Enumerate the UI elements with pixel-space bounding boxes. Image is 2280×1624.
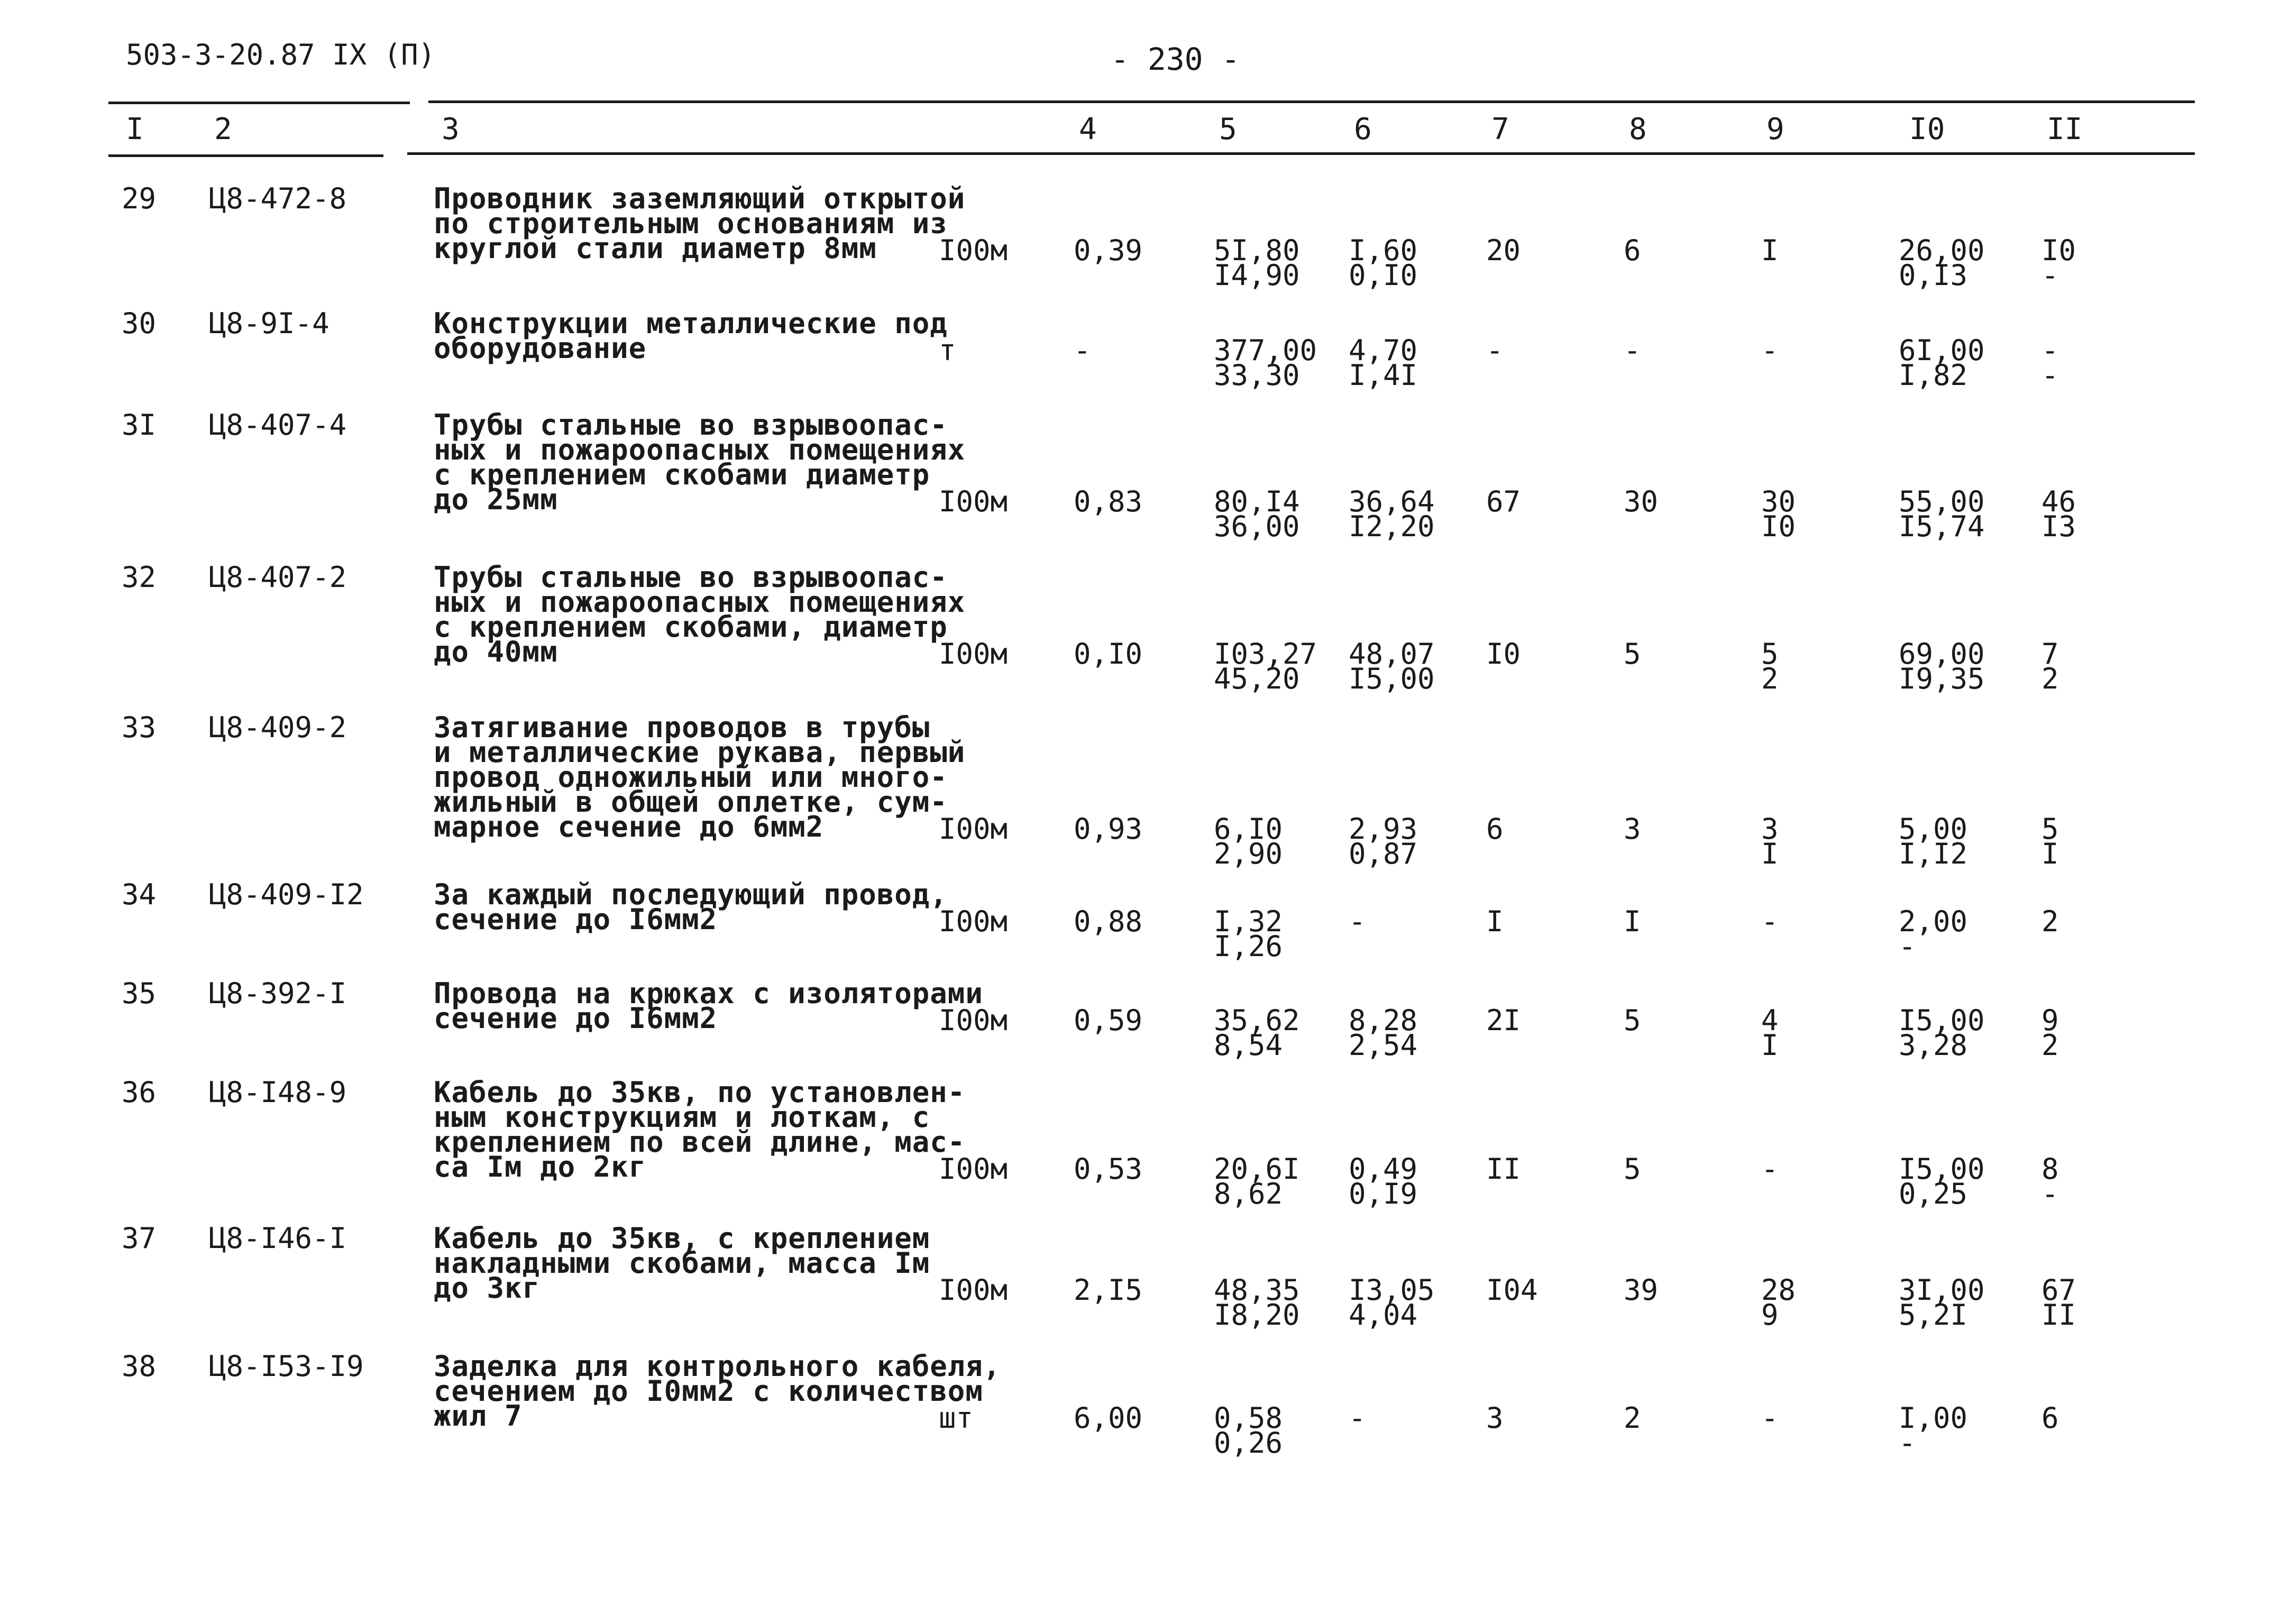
document-code: 503-3-20.87 IX (П) bbox=[126, 38, 436, 71]
row-col10: 6I,00 I,82 bbox=[1899, 334, 1985, 392]
column-header: I0 bbox=[1909, 112, 1945, 146]
row-code: Ц8-I48-9 bbox=[209, 1076, 347, 1109]
row-unit: I00м bbox=[939, 812, 1008, 846]
row-quantity: 0,88 bbox=[1074, 905, 1143, 938]
row-quantity: 0,59 bbox=[1074, 1004, 1143, 1037]
row-col6: - bbox=[1349, 905, 1366, 938]
row-quantity: 0,93 bbox=[1074, 812, 1143, 846]
row-col7: 3 bbox=[1486, 1401, 1504, 1435]
column-header: II bbox=[2047, 112, 2083, 146]
column-header: 5 bbox=[1219, 112, 1237, 146]
row-quantity: 0,83 bbox=[1074, 485, 1143, 518]
row-col10: 69,00 I9,35 bbox=[1899, 637, 1985, 695]
row-code: Ц8-9I-4 bbox=[209, 307, 329, 340]
column-header: 4 bbox=[1079, 112, 1097, 146]
row-number: 30 bbox=[122, 307, 157, 340]
row-col8: 5 bbox=[1624, 1004, 1641, 1037]
row-col5: 20,6I 8,62 bbox=[1214, 1152, 1300, 1210]
row-col10: 2,00 - bbox=[1899, 905, 1968, 963]
row-code: Ц8-407-4 bbox=[209, 408, 347, 442]
column-header: 3 bbox=[442, 112, 460, 146]
row-col6: 48,07 I5,00 bbox=[1349, 637, 1435, 695]
row-code: Ц8-I53-I9 bbox=[209, 1350, 364, 1383]
row-quantity: - bbox=[1074, 334, 1091, 367]
row-col9: 3 I bbox=[1761, 812, 1779, 870]
row-col11: 67 II bbox=[2041, 1273, 2076, 1332]
column-header: 6 bbox=[1354, 112, 1372, 146]
row-col7: II bbox=[1486, 1152, 1521, 1186]
row-col10: I5,00 3,28 bbox=[1899, 1004, 1985, 1062]
row-unit: шт bbox=[939, 1401, 974, 1435]
row-col8: 5 bbox=[1624, 1152, 1641, 1186]
row-unit: т bbox=[939, 334, 956, 367]
row-number: 35 bbox=[122, 977, 157, 1010]
row-col7: 20 bbox=[1486, 234, 1521, 267]
row-code: Ц8-409-2 bbox=[209, 711, 347, 744]
row-col11: 7 2 bbox=[2041, 637, 2059, 695]
row-col7: 2I bbox=[1486, 1004, 1521, 1037]
row-quantity: 6,00 bbox=[1074, 1401, 1143, 1435]
row-unit: I00м bbox=[939, 637, 1008, 671]
row-description: Конструкции металлические под оборудование bbox=[434, 307, 948, 365]
row-col9: 28 9 bbox=[1761, 1273, 1796, 1332]
row-col10: 3I,00 5,2I bbox=[1899, 1273, 1985, 1332]
row-number: 29 bbox=[122, 182, 157, 215]
row-description: Заделка для контрольного кабеля, сечением до I0мм2 с количеством жил 7 bbox=[434, 1350, 1001, 1433]
row-unit: I00м bbox=[939, 1004, 1008, 1037]
row-unit: I00м bbox=[939, 1152, 1008, 1186]
row-quantity: 0,53 bbox=[1074, 1152, 1143, 1186]
column-header: 2 bbox=[214, 112, 232, 146]
row-unit: I00м bbox=[939, 485, 1008, 518]
row-col9: 4 I bbox=[1761, 1004, 1779, 1062]
row-number: 34 bbox=[122, 878, 157, 911]
row-quantity: 0,I0 bbox=[1074, 637, 1143, 671]
header-rule-top-right bbox=[428, 100, 2195, 103]
row-description: Кабель до 35кв, по установлен- ным конструкциям и лоткам, с креплением по всей длине, мас- са Iм до 2кг bbox=[434, 1076, 966, 1183]
row-number: 3I bbox=[122, 408, 157, 442]
row-col6: I,60 0,I0 bbox=[1349, 234, 1418, 292]
row-code: Ц8-407-2 bbox=[209, 561, 347, 594]
row-col6: - bbox=[1349, 1401, 1366, 1435]
row-col11: 9 2 bbox=[2041, 1004, 2059, 1062]
row-description: Трубы стальные во взрывоопас- ных и пожароопасных помещениях с креплением скобами диаметр до 25мм bbox=[434, 408, 966, 516]
row-col11: I0 - bbox=[2041, 234, 2076, 292]
row-quantity: 0,39 bbox=[1074, 234, 1143, 267]
row-code: Ц8-392-I bbox=[209, 977, 347, 1010]
row-quantity: 2,I5 bbox=[1074, 1273, 1143, 1307]
row-col6: 0,49 0,I9 bbox=[1349, 1152, 1418, 1210]
row-col6: 36,64 I2,20 bbox=[1349, 485, 1435, 543]
row-col9: 30 I0 bbox=[1761, 485, 1796, 543]
row-number: 32 bbox=[122, 561, 157, 594]
row-col11: - - bbox=[2041, 334, 2059, 392]
row-col5: I03,27 45,20 bbox=[1214, 637, 1317, 695]
row-code: Ц8-I46-I bbox=[209, 1222, 347, 1255]
row-col8: 6 bbox=[1624, 234, 1641, 267]
row-col6: 8,28 2,54 bbox=[1349, 1004, 1418, 1062]
row-col8: 39 bbox=[1624, 1273, 1659, 1307]
column-header: I bbox=[126, 112, 144, 146]
header-rule-bottom-right bbox=[407, 152, 2195, 155]
header-rule-bottom-left bbox=[108, 154, 383, 157]
row-description: За каждый последующий провод, сечение до I6мм2 bbox=[434, 878, 948, 936]
row-col9: - bbox=[1761, 334, 1779, 367]
row-description: Проводник заземляющий открытой по строительным основаниям из круглой стали диаметр 8мм bbox=[434, 182, 966, 265]
row-col11: 5 I bbox=[2041, 812, 2059, 870]
row-col11: 6 bbox=[2041, 1401, 2059, 1435]
row-col10: 5,00 I,I2 bbox=[1899, 812, 1968, 870]
row-unit: I00м bbox=[939, 234, 1008, 267]
row-number: 37 bbox=[122, 1222, 157, 1255]
row-col10: 26,00 0,I3 bbox=[1899, 234, 1985, 292]
row-col9: - bbox=[1761, 1401, 1779, 1435]
row-col8: 3 bbox=[1624, 812, 1641, 846]
row-col5: I,32 I,26 bbox=[1214, 905, 1283, 963]
row-col11: 46 I3 bbox=[2041, 485, 2076, 543]
row-col7: I0 bbox=[1486, 637, 1521, 671]
row-col9: - bbox=[1761, 905, 1779, 938]
row-col7: I04 bbox=[1486, 1273, 1538, 1307]
row-col5: 377,00 33,30 bbox=[1214, 334, 1317, 392]
row-col5: 5I,80 I4,90 bbox=[1214, 234, 1300, 292]
header-rule-top-left bbox=[108, 102, 410, 104]
row-description: Затягивание проводов в трубы и металлические рукава, первый провод одножильный или много- жильный в общей оплетке, сум- марное сечение до 6мм2 bbox=[434, 711, 966, 843]
row-col8: I bbox=[1624, 905, 1641, 938]
column-header: 7 bbox=[1491, 112, 1509, 146]
row-col9: I bbox=[1761, 234, 1779, 267]
row-col5: 80,I4 36,00 bbox=[1214, 485, 1300, 543]
row-code: Ц8-409-I2 bbox=[209, 878, 364, 911]
row-col8: 2 bbox=[1624, 1401, 1641, 1435]
row-number: 33 bbox=[122, 711, 157, 744]
row-col5: 35,62 8,54 bbox=[1214, 1004, 1300, 1062]
row-col8: 5 bbox=[1624, 637, 1641, 671]
row-number: 36 bbox=[122, 1076, 157, 1109]
row-col8: 30 bbox=[1624, 485, 1659, 518]
row-description: Провода на крюках с изоляторами сечение до I6мм2 bbox=[434, 977, 983, 1035]
row-col10: I5,00 0,25 bbox=[1899, 1152, 1985, 1210]
row-col11: 8 - bbox=[2041, 1152, 2059, 1210]
row-col7: 6 bbox=[1486, 812, 1504, 846]
row-col10: I,00 - bbox=[1899, 1401, 1968, 1460]
column-header: 8 bbox=[1629, 112, 1647, 146]
row-col7: 67 bbox=[1486, 485, 1521, 518]
row-col5: 48,35 I8,20 bbox=[1214, 1273, 1300, 1332]
row-col6: I3,05 4,04 bbox=[1349, 1273, 1435, 1332]
row-col6: 4,70 I,4I bbox=[1349, 334, 1418, 392]
column-header: 9 bbox=[1766, 112, 1784, 146]
row-number: 38 bbox=[122, 1350, 157, 1383]
row-unit: I00м bbox=[939, 905, 1008, 938]
row-col7: - bbox=[1486, 334, 1504, 367]
row-description: Трубы стальные во взрывоопас- ных и пожароопасных помещениях с креплением скобами, диаметр до 40мм bbox=[434, 561, 966, 668]
row-code: Ц8-472-8 bbox=[209, 182, 347, 215]
row-col7: I bbox=[1486, 905, 1504, 938]
row-col10: 55,00 I5,74 bbox=[1899, 485, 1985, 543]
row-col6: 2,93 0,87 bbox=[1349, 812, 1418, 870]
row-col9: 5 2 bbox=[1761, 637, 1779, 695]
row-col9: - bbox=[1761, 1152, 1779, 1186]
row-col8: - bbox=[1624, 334, 1641, 367]
page-number: - 230 - bbox=[1111, 41, 1240, 77]
row-description: Кабель до 35кв, с креплением накладными скобами, масса Iм до 3кг bbox=[434, 1222, 930, 1305]
row-col11: 2 bbox=[2041, 905, 2059, 938]
row-unit: I00м bbox=[939, 1273, 1008, 1307]
row-col5: 6,I0 2,90 bbox=[1214, 812, 1283, 870]
row-col5: 0,58 0,26 bbox=[1214, 1401, 1283, 1460]
